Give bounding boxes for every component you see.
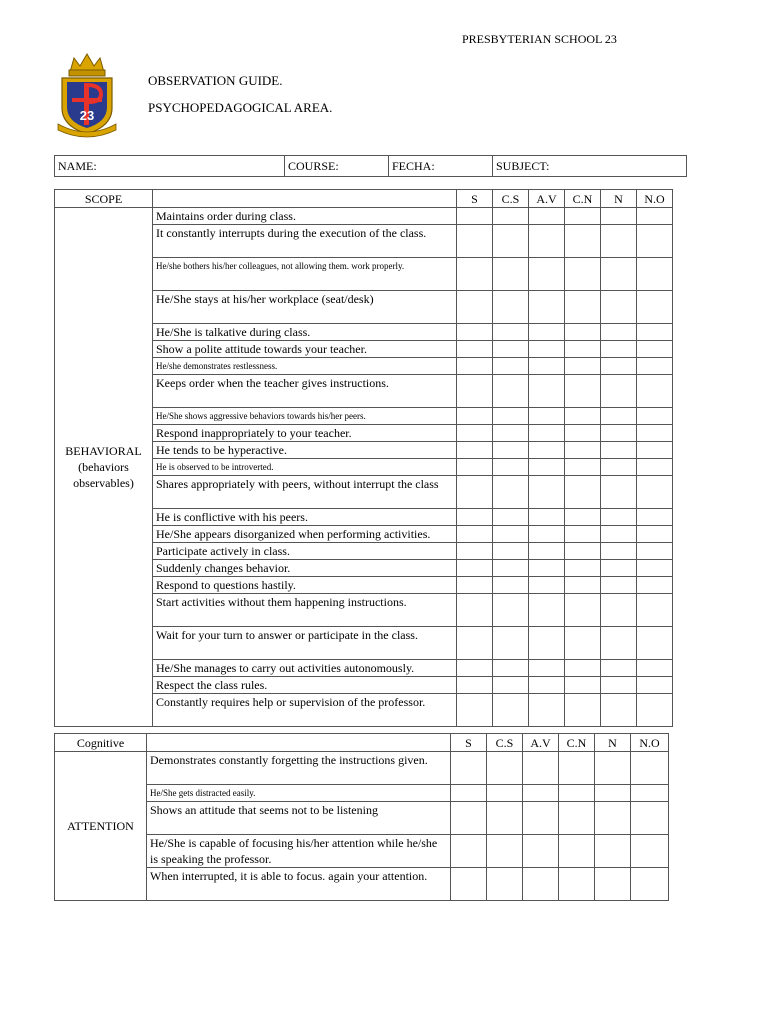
rating-cell-av[interactable] <box>529 341 565 358</box>
school-crest-logo <box>56 52 118 138</box>
rating-cell-no[interactable] <box>637 208 673 225</box>
rating-cell-cs[interactable] <box>493 341 529 358</box>
rating-cell-cs[interactable] <box>493 526 529 543</box>
col-cn-header: C.N <box>565 190 601 208</box>
scope-header: SCOPE <box>55 190 153 208</box>
rating-cell-av[interactable] <box>529 594 565 627</box>
rating-cell-no[interactable] <box>637 358 673 375</box>
cognitive-observation-table <box>54 733 669 901</box>
behavioral-observation-table <box>54 189 673 727</box>
rating-cell-n[interactable] <box>601 408 637 425</box>
rating-cell-no[interactable] <box>637 526 673 543</box>
item-header <box>147 734 451 752</box>
observation-item: Shares appropriately with peers, without interrupt the class <box>153 476 457 509</box>
rating-cell-s[interactable] <box>457 543 493 560</box>
rating-cell-no[interactable] <box>637 375 673 408</box>
col-cs-header: C.S <box>487 734 523 752</box>
rating-cell-av[interactable] <box>523 785 559 802</box>
rating-cell-s[interactable] <box>451 868 487 901</box>
rating-cell-cs[interactable] <box>487 835 523 868</box>
rating-cell-cs[interactable] <box>493 375 529 408</box>
rating-cell-n[interactable] <box>601 677 637 694</box>
rating-cell-cs[interactable] <box>493 324 529 341</box>
observation-item: He/She appears disorganized when performing activities. <box>153 526 457 543</box>
rating-cell-s[interactable] <box>457 208 493 225</box>
table-row <box>55 208 673 225</box>
course-field[interactable]: COURSE: <box>285 156 389 177</box>
rating-cell-av[interactable] <box>529 677 565 694</box>
rating-cell-cn[interactable] <box>565 694 601 727</box>
rating-cell-n[interactable] <box>595 835 631 868</box>
rating-cell-no[interactable] <box>637 560 673 577</box>
document-subtitle: PSYCHOPEDAGOGICAL AREA. <box>148 100 333 115</box>
rating-cell-s[interactable] <box>457 375 493 408</box>
rating-cell-s[interactable] <box>457 341 493 358</box>
rating-cell-av[interactable] <box>523 868 559 901</box>
rating-cell-s[interactable] <box>451 835 487 868</box>
rating-cell-n[interactable] <box>601 258 637 291</box>
rating-cell-s[interactable] <box>457 594 493 627</box>
observation-item: Wait for your turn to answer or participate in the class. <box>153 627 457 660</box>
col-s-header: S <box>457 190 493 208</box>
rating-cell-n[interactable] <box>601 543 637 560</box>
fecha-field[interactable]: FECHA: <box>389 156 493 177</box>
rating-cell-cn[interactable] <box>565 291 601 324</box>
rating-cell-no[interactable] <box>637 442 673 459</box>
rating-cell-cn[interactable] <box>565 408 601 425</box>
col-s-header: S <box>451 734 487 752</box>
rating-cell-cs[interactable] <box>493 694 529 727</box>
rating-cell-av[interactable] <box>529 577 565 594</box>
rating-cell-cs[interactable] <box>493 577 529 594</box>
rating-cell-no[interactable] <box>631 752 669 785</box>
observation-item: He/She stays at his/her workplace (seat/desk) <box>153 291 457 324</box>
observation-item: He/she demonstrates restlessness. <box>153 358 457 375</box>
rating-cell-cs[interactable] <box>493 258 529 291</box>
rating-cell-no[interactable] <box>637 459 673 476</box>
rating-cell-no[interactable] <box>631 868 669 901</box>
rating-cell-n[interactable] <box>601 425 637 442</box>
attention-label: ATTENTION <box>67 819 134 833</box>
rating-cell-n[interactable] <box>601 476 637 509</box>
rating-cell-no[interactable] <box>631 835 669 868</box>
rating-cell-av[interactable] <box>523 835 559 868</box>
observation-item: Start activities without them happening instructions. <box>153 594 457 627</box>
rating-cell-no[interactable] <box>637 660 673 677</box>
rating-cell-n[interactable] <box>601 324 637 341</box>
rating-cell-cn[interactable] <box>559 785 595 802</box>
rating-cell-cn[interactable] <box>565 341 601 358</box>
col-cn-header: C.N <box>559 734 595 752</box>
rating-cell-cs[interactable] <box>493 677 529 694</box>
rating-cell-n[interactable] <box>601 442 637 459</box>
rating-cell-av[interactable] <box>529 324 565 341</box>
col-cs-header: C.S <box>493 190 529 208</box>
table-row <box>55 802 669 835</box>
rating-cell-n[interactable] <box>595 752 631 785</box>
observation-item: Participate actively in class. <box>153 543 457 560</box>
rating-cell-s[interactable] <box>457 476 493 509</box>
rating-cell-no[interactable] <box>637 543 673 560</box>
rating-cell-n[interactable] <box>601 358 637 375</box>
rating-cell-no[interactable] <box>637 258 673 291</box>
rating-cell-cn[interactable] <box>565 459 601 476</box>
rating-cell-cs[interactable] <box>493 560 529 577</box>
rating-cell-cs[interactable] <box>493 208 529 225</box>
rating-cell-n[interactable] <box>601 627 637 660</box>
rating-cell-cn[interactable] <box>565 258 601 291</box>
rating-cell-cn[interactable] <box>565 476 601 509</box>
rating-cell-s[interactable] <box>457 442 493 459</box>
rating-cell-cs[interactable] <box>493 425 529 442</box>
rating-cell-cs[interactable] <box>493 442 529 459</box>
school-name: PRESBYTERIAN SCHOOL 23 <box>462 32 617 46</box>
observation-item: Respond to questions hastily. <box>153 577 457 594</box>
rating-cell-cs[interactable] <box>493 594 529 627</box>
observation-item: Shows an attitude that seems not to be listening <box>147 802 451 835</box>
col-av-header: A.V <box>523 734 559 752</box>
rating-cell-cs[interactable] <box>493 509 529 526</box>
observation-item: Constantly requires help or supervision of the professor. <box>153 694 457 727</box>
rating-cell-cn[interactable] <box>559 868 595 901</box>
name-field[interactable]: NAME: <box>55 156 285 177</box>
rating-cell-cn[interactable] <box>565 543 601 560</box>
rating-cell-s[interactable] <box>457 660 493 677</box>
rating-cell-no[interactable] <box>637 425 673 442</box>
rating-cell-cs[interactable] <box>487 802 523 835</box>
observation-item: He/She shows aggressive behaviors towards his/her peers. <box>153 408 457 425</box>
observation-item: Maintains order during class. <box>153 208 457 225</box>
rating-cell-cn[interactable] <box>565 425 601 442</box>
rating-cell-no[interactable] <box>637 225 673 258</box>
category-label <box>55 752 147 901</box>
rating-cell-av[interactable] <box>529 660 565 677</box>
item-header <box>153 190 457 208</box>
rating-cell-n[interactable] <box>595 802 631 835</box>
rating-cell-cs[interactable] <box>493 291 529 324</box>
rating-cell-no[interactable] <box>637 594 673 627</box>
svg-text:23: 23 <box>79 108 95 123</box>
rating-cell-s[interactable] <box>457 627 493 660</box>
behavioral-sublabel: (behaviors observables) <box>73 460 134 490</box>
rating-cell-av[interactable] <box>529 375 565 408</box>
rating-cell-av[interactable] <box>529 208 565 225</box>
observation-item: Keeps order when the teacher gives instructions. <box>153 375 457 408</box>
rating-cell-no[interactable] <box>637 476 673 509</box>
rating-cell-cs[interactable] <box>493 627 529 660</box>
rating-cell-n[interactable] <box>601 208 637 225</box>
rating-cell-s[interactable] <box>457 225 493 258</box>
rating-cell-cn[interactable] <box>559 752 595 785</box>
rating-cell-cn[interactable] <box>565 509 601 526</box>
subject-field[interactable]: SUBJECT: <box>493 156 687 177</box>
observation-item: He is observed to be introverted. <box>153 459 457 476</box>
rating-cell-av[interactable] <box>529 560 565 577</box>
rating-cell-cn[interactable] <box>565 627 601 660</box>
rating-cell-s[interactable] <box>457 526 493 543</box>
rating-cell-n[interactable] <box>595 785 631 802</box>
table-row <box>55 835 669 868</box>
rating-cell-no[interactable] <box>637 509 673 526</box>
rating-cell-s[interactable] <box>457 358 493 375</box>
rating-cell-av[interactable] <box>529 627 565 660</box>
rating-cell-n[interactable] <box>601 509 637 526</box>
rating-cell-av[interactable] <box>529 291 565 324</box>
rating-cell-n[interactable] <box>601 694 637 727</box>
rating-cell-cn[interactable] <box>565 442 601 459</box>
observation-item: Respond inappropriately to your teacher. <box>153 425 457 442</box>
observation-item: He/She is capable of focusing his/her attention while he/she is speaking the professor. <box>147 835 451 868</box>
col-n-header: N <box>601 190 637 208</box>
rating-cell-cs[interactable] <box>493 660 529 677</box>
rating-cell-av[interactable] <box>529 459 565 476</box>
rating-cell-no[interactable] <box>637 291 673 324</box>
document-title: OBSERVATION GUIDE. <box>148 73 283 88</box>
rating-cell-cn[interactable] <box>565 358 601 375</box>
observation-item: He tends to be hyperactive. <box>153 442 457 459</box>
rating-cell-s[interactable] <box>457 408 493 425</box>
cognitive-header: Cognitive <box>55 734 147 752</box>
rating-cell-n[interactable] <box>601 594 637 627</box>
rating-cell-s[interactable] <box>457 560 493 577</box>
observation-item: He/she bothers his/her colleagues, not allowing them. work properly. <box>153 258 457 291</box>
rating-cell-av[interactable] <box>529 543 565 560</box>
rating-cell-no[interactable] <box>637 677 673 694</box>
rating-cell-s[interactable] <box>457 459 493 476</box>
rating-cell-cn[interactable] <box>565 324 601 341</box>
rating-cell-n[interactable] <box>601 560 637 577</box>
observation-item: He/She gets distracted easily. <box>147 785 451 802</box>
rating-cell-av[interactable] <box>529 408 565 425</box>
rating-cell-cs[interactable] <box>493 476 529 509</box>
rating-cell-n[interactable] <box>601 577 637 594</box>
rating-cell-av[interactable] <box>529 425 565 442</box>
rating-cell-no[interactable] <box>637 627 673 660</box>
rating-cell-s[interactable] <box>451 802 487 835</box>
col-no-header: N.O <box>637 190 673 208</box>
rating-cell-av[interactable] <box>529 358 565 375</box>
rating-cell-av[interactable] <box>523 752 559 785</box>
table-row <box>55 752 669 785</box>
observation-item: When interrupted, it is able to focus. again your attention. <box>147 868 451 901</box>
observation-item: Demonstrates constantly forgetting the instructions given. <box>147 752 451 785</box>
rating-cell-s[interactable] <box>457 509 493 526</box>
table-row <box>55 868 669 901</box>
rating-cell-n[interactable] <box>601 459 637 476</box>
rating-cell-cn[interactable] <box>559 835 595 868</box>
category-label <box>55 208 153 727</box>
rating-cell-n[interactable] <box>601 291 637 324</box>
rating-cell-s[interactable] <box>457 577 493 594</box>
rating-cell-n[interactable] <box>601 225 637 258</box>
rating-cell-s[interactable] <box>457 258 493 291</box>
rating-cell-cs[interactable] <box>493 408 529 425</box>
rating-cell-no[interactable] <box>631 802 669 835</box>
observation-item: Suddenly changes behavior. <box>153 560 457 577</box>
rating-cell-s[interactable] <box>451 752 487 785</box>
rating-cell-av[interactable] <box>529 694 565 727</box>
rating-cell-cs[interactable] <box>487 785 523 802</box>
observation-item: He/She manages to carry out activities autonomously. <box>153 660 457 677</box>
rating-cell-cn[interactable] <box>565 594 601 627</box>
col-av-header: A.V <box>529 190 565 208</box>
rating-cell-s[interactable] <box>457 324 493 341</box>
rating-cell-n[interactable] <box>601 375 637 408</box>
behavioral-label: BEHAVIORAL <box>65 444 142 458</box>
rating-cell-cn[interactable] <box>565 526 601 543</box>
rating-cell-av[interactable] <box>529 509 565 526</box>
rating-cell-av[interactable] <box>529 526 565 543</box>
rating-cell-cn[interactable] <box>565 677 601 694</box>
rating-cell-cn[interactable] <box>565 660 601 677</box>
rating-cell-no[interactable] <box>637 694 673 727</box>
rating-cell-no[interactable] <box>637 341 673 358</box>
rating-cell-s[interactable] <box>457 677 493 694</box>
rating-cell-s[interactable] <box>457 694 493 727</box>
rating-cell-cn[interactable] <box>565 208 601 225</box>
rating-cell-no[interactable] <box>631 785 669 802</box>
rating-cell-no[interactable] <box>637 577 673 594</box>
observation-item: He/She is talkative during class. <box>153 324 457 341</box>
rating-cell-cs[interactable] <box>487 752 523 785</box>
rating-cell-s[interactable] <box>457 425 493 442</box>
col-no-header: N.O <box>631 734 669 752</box>
student-info-table <box>54 155 687 177</box>
rating-cell-no[interactable] <box>637 408 673 425</box>
rating-cell-av[interactable] <box>529 225 565 258</box>
rating-cell-av[interactable] <box>529 442 565 459</box>
rating-cell-n[interactable] <box>601 526 637 543</box>
rating-cell-av[interactable] <box>523 802 559 835</box>
rating-cell-cs[interactable] <box>493 543 529 560</box>
observation-item: It constantly interrupts during the execution of the class. <box>153 225 457 258</box>
rating-cell-av[interactable] <box>529 258 565 291</box>
rating-cell-cs[interactable] <box>493 459 529 476</box>
observation-item: Respect the class rules. <box>153 677 457 694</box>
rating-cell-cs[interactable] <box>493 358 529 375</box>
observation-item: He is conflictive with his peers. <box>153 509 457 526</box>
rating-cell-n[interactable] <box>601 341 637 358</box>
rating-cell-cs[interactable] <box>487 868 523 901</box>
rating-cell-cn[interactable] <box>559 802 595 835</box>
rating-cell-cn[interactable] <box>565 225 601 258</box>
rating-cell-no[interactable] <box>637 324 673 341</box>
rating-cell-cn[interactable] <box>565 560 601 577</box>
rating-cell-av[interactable] <box>529 476 565 509</box>
col-n-header: N <box>595 734 631 752</box>
rating-cell-cn[interactable] <box>565 375 601 408</box>
rating-cell-cn[interactable] <box>565 577 601 594</box>
observation-item: Show a polite attitude towards your teacher. <box>153 341 457 358</box>
rating-cell-cs[interactable] <box>493 225 529 258</box>
rating-cell-s[interactable] <box>451 785 487 802</box>
rating-cell-s[interactable] <box>457 291 493 324</box>
rating-cell-n[interactable] <box>601 660 637 677</box>
table-row <box>55 785 669 802</box>
rating-cell-n[interactable] <box>595 868 631 901</box>
